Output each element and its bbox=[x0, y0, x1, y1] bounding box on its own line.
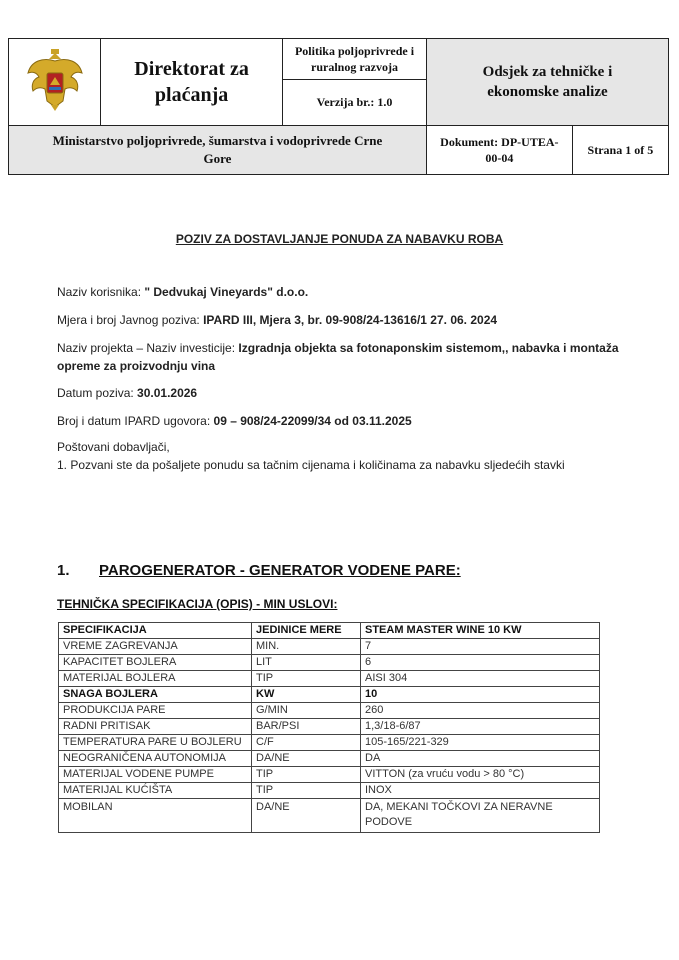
instruction: 1. Pozvani ste da pošaljete ponudu sa tačnim cijenama i količinama za nabavku sljedećih stavki bbox=[57, 458, 565, 472]
spec-value: DA bbox=[361, 751, 600, 767]
department-cell: Odsjek za tehničke i ekonomske analize bbox=[426, 39, 668, 126]
spec-unit: G/MIN bbox=[252, 703, 361, 719]
header-model: STEAM MASTER WINE 10 KW bbox=[361, 623, 600, 639]
page-number-cell: Strana 1 of 5 bbox=[572, 126, 668, 175]
document-header bbox=[8, 38, 669, 175]
spec-unit: KW bbox=[252, 687, 361, 703]
table-row bbox=[59, 735, 600, 751]
spec-heading: TEHNIČKA SPECIFIKACIJA (OPIS) - MIN USLOVI: bbox=[57, 597, 338, 611]
spec-name: NEOGRANIČENA AUTONOMIJA bbox=[59, 751, 252, 767]
spec-value: 105-165/221-329 bbox=[361, 735, 600, 751]
document-id-cell: Dokument: DP-UTEA- 00-04 bbox=[426, 126, 572, 175]
document-title: POZIV ZA DOSTAVLJANJE PONUDA ZA NABAVKU ROBA bbox=[175, 232, 504, 246]
version-cell: Verzija br.: 1.0 bbox=[283, 80, 427, 126]
user-line: Naziv korisnika: " Dedvukaj Vineyards" d.o.o. bbox=[57, 285, 309, 299]
spec-unit: LIT bbox=[252, 655, 361, 671]
spec-name: KAPACITET BOJLERA bbox=[59, 655, 252, 671]
table-row bbox=[59, 671, 600, 687]
call-date-line: Datum poziva: 30.01.2026 bbox=[57, 386, 198, 400]
ministry-cell: Ministarstvo poljoprivrede, šumarstva i vodoprivrede Crne Gore bbox=[9, 126, 427, 175]
public-call-line: Mjera i broj Javnog poziva: IPARD III, Mjera 3, br. 09-908/24-13616/1 27. 06. 2024 bbox=[57, 313, 498, 327]
spec-unit: BAR/PSI bbox=[252, 719, 361, 735]
table-row bbox=[59, 687, 600, 703]
spec-value: INOX bbox=[361, 783, 600, 799]
spec-value: 260 bbox=[361, 703, 600, 719]
policy-cell: Politika poljoprivrede i ruralnog razvoja bbox=[283, 39, 427, 80]
spec-name: SNAGA BOJLERA bbox=[59, 687, 252, 703]
spec-unit: DA/NE bbox=[252, 751, 361, 767]
coat-of-arms-icon bbox=[25, 47, 85, 113]
header-specification: SPECIFIKACIJA bbox=[59, 623, 252, 639]
table-row bbox=[59, 783, 600, 799]
spec-value: 6 bbox=[361, 655, 600, 671]
spec-unit: TIP bbox=[252, 783, 361, 799]
spec-value: 1,3/18-6/87 bbox=[361, 719, 600, 735]
spec-name: MATERIJAL KUĆIŠTA bbox=[59, 783, 252, 799]
spec-unit: DA/NE bbox=[252, 799, 361, 833]
table-row bbox=[59, 751, 600, 767]
spec-table bbox=[58, 622, 600, 833]
spec-value: 7 bbox=[361, 639, 600, 655]
spec-name: MATERIJAL BOJLERA bbox=[59, 671, 252, 687]
table-row bbox=[59, 703, 600, 719]
spec-name: VREME ZAGREVANJA bbox=[59, 639, 252, 655]
spec-name: MATERIJAL VODENE PUMPE bbox=[59, 767, 252, 783]
project-line: Naziv projekta – Naziv investicije: Izgradnja objekta sa fotonaponskim sistemom,, nabavka i montaža opreme za proizvodnju vina bbox=[57, 341, 619, 373]
directorate-title: Direktorat za plaćanja bbox=[101, 39, 283, 126]
spec-name: PRODUKCIJA PARE bbox=[59, 703, 252, 719]
spec-value: AISI 304 bbox=[361, 671, 600, 687]
spec-value: DA, MEKANI TOČKOVI ZA NERAVNE PODOVE bbox=[361, 799, 600, 833]
table-row bbox=[59, 767, 600, 783]
spec-unit: MIN. bbox=[252, 639, 361, 655]
spec-unit: TIP bbox=[252, 767, 361, 783]
greeting: Poštovani dobavljači, bbox=[57, 440, 170, 454]
spec-name: TEMPERATURA PARE U BOJLERU bbox=[59, 735, 252, 751]
spec-name: RADNI PRITISAK bbox=[59, 719, 252, 735]
spec-table-header bbox=[59, 623, 600, 639]
table-row bbox=[59, 639, 600, 655]
table-row bbox=[59, 719, 600, 735]
table-row bbox=[59, 799, 600, 833]
section-heading: 1. PAROGENERATOR - GENERATOR VODENE PARE: bbox=[57, 562, 461, 579]
coat-of-arms-cell bbox=[9, 39, 101, 126]
header-units: JEDINICE MERE bbox=[252, 623, 361, 639]
spec-unit: TIP bbox=[252, 671, 361, 687]
spec-unit: C/F bbox=[252, 735, 361, 751]
spec-value: VITTON (za vruću vodu > 80 °C) bbox=[361, 767, 600, 783]
spec-name: MOBILAN bbox=[59, 799, 252, 833]
contract-line: Broj i datum IPARD ugovora: 09 – 908/24-22099/34 od 03.11.2025 bbox=[57, 414, 412, 428]
spec-value: 10 bbox=[361, 687, 600, 703]
table-row bbox=[59, 655, 600, 671]
